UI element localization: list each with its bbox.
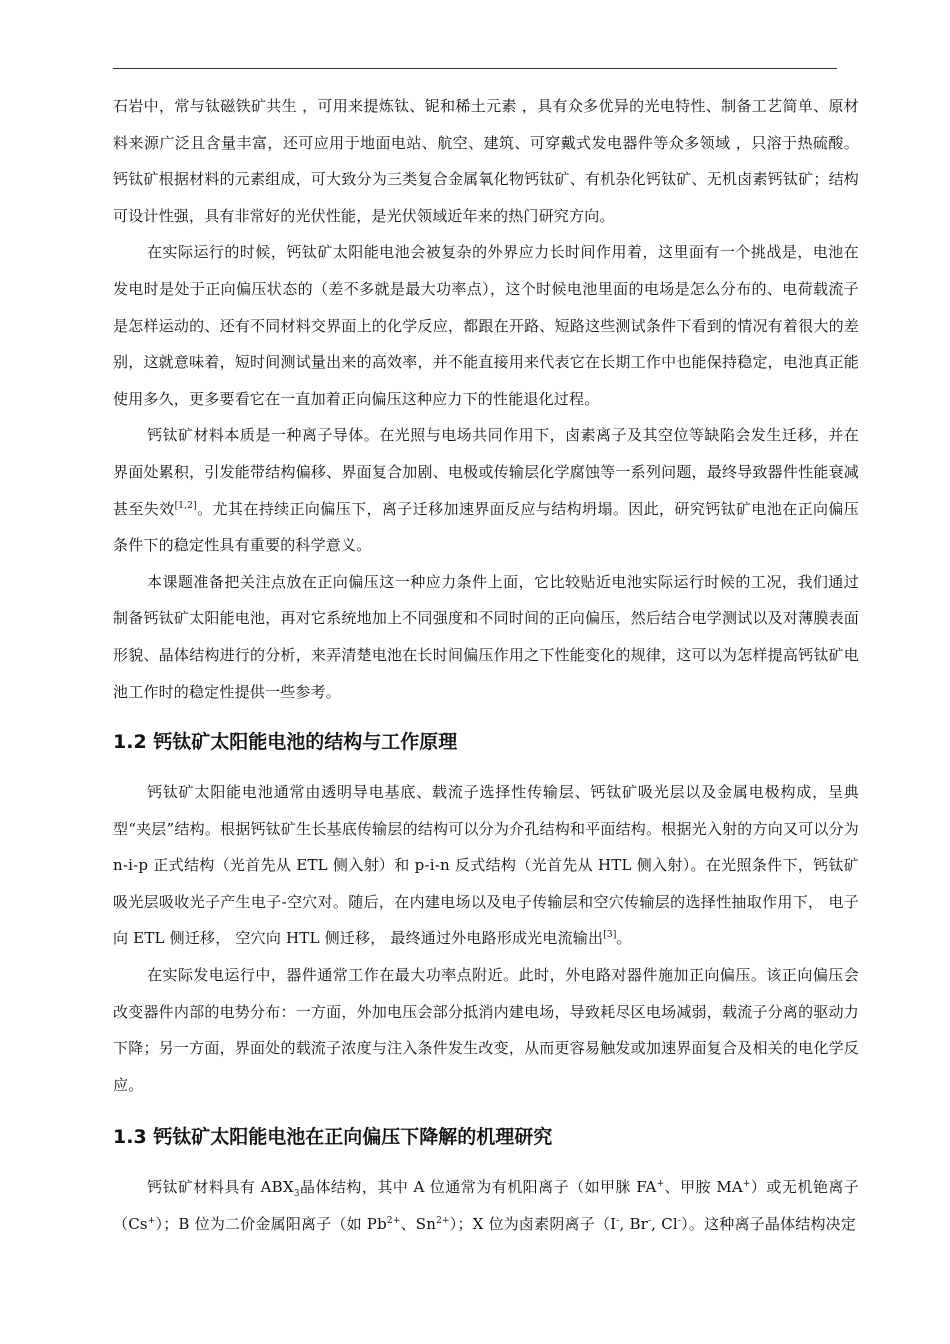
subscript: 3 [293, 1189, 300, 1200]
superscript: + [742, 1179, 751, 1190]
paragraph-text: 钙钛矿太阳能电池通常由透明导电基底、载流子选择性传输层、钙钛矿吸光层以及金属电极构成，呈典型“夹层”结构。根据钙钛矿生长基底传输层的结构可以分为介孔结构和平面结构。根据光入射的方向又可以分为 n-i-p 正式结构（光首先从 ETL 侧入射）和 p-i-n 反式结构（光首先从 HTL 侧入射）。在光照条件下，钙钛矿吸光层吸收光子产生电子-空穴对。随后，在内建电场以及电子传输层和空穴传输层的选择性抽取作用下， 电子向 ETL 侧迁移， 空穴向 HTL 侧迁移， 最终通过外电路形成光电流输出 [113, 783, 859, 948]
paragraph-device-structure [113, 774, 859, 957]
paragraph-text: ）；X 位为卤素阴离子（I [449, 1215, 617, 1234]
header-rule [113, 68, 837, 69]
superscript: - [648, 1216, 652, 1227]
paragraph-perovskite-intro: 石岩中，常与钛磁铁矿共生 ，可用来提炼钛、铌和稀土元素 ，具有众多优异的光电特性、制备工艺简单、原材料来源广泛且含量丰富，还可应用于地面电站、航空、建筑、可穿戴式发电器件等众多领域 ，只溶于热硫酸。钙钛矿根据材料的元素组成，可大致分为三类复合金属氧化物钙钛矿、有机杂化钙钛矿、无机卤素钙钛矿；结构可设计性强，具有非常好的光伏性能，是光伏领域近年来的热门研究方向。 [113, 97, 859, 225]
section-heading-1-3: 1.3 钙钛矿太阳能电池在正向偏压下降解的机理研究 [113, 1126, 553, 1149]
section-heading-1-2: 1.2 钙钛矿太阳能电池的结构与工作原理 [113, 731, 458, 754]
paragraph-text: 、Sn [400, 1215, 437, 1234]
paragraph-text: 、甲胺 MA [664, 1178, 743, 1197]
superscript: - [616, 1216, 620, 1227]
superscript: 2+ [436, 1216, 450, 1227]
paragraph-text: , Cl [651, 1215, 678, 1234]
paragraph-operating-stress: 在实际运行的时候，钙钛矿太阳能电池会被复杂的外界应力长时间作用着，这里面有一个挑战是，电池在发电时是处于正向偏压状态的（差不多就是最大功率点），这个时候电池里面的电场是怎么分布的、电荷载流子是怎样运动的、还有不同材料交界面上的化学反应，都跟在开路、短路这些测试条件下看到的情况有着很大的差别，这就意味着，短时间测试量出来的高效率，并不能直接用来代表它在长期工作中也能保持稳定，电池真正能使用多久，更多要看它在一直加着正向偏压这种应力下的性能退化过程。 [113, 243, 859, 408]
paragraph-text: 。尤其在持续正向偏压下，离子迁移加速界面反应与结构坍塌。因此，研究钙钛矿电池在正向偏压条件下的稳定性具有重要的科学意义。 [113, 499, 859, 555]
paragraph-text: 晶体结构，其中 A 位通常为有机阳离子（如甲脒 FA [299, 1178, 657, 1197]
paragraph-text: ）；B 位为二价金属阳离子（如 Pb [155, 1215, 387, 1234]
superscript: 2+ [386, 1216, 401, 1227]
paragraph-crystal-structure [113, 1169, 859, 1242]
paragraph-text: 。 [616, 929, 632, 948]
paragraph-text: 钙钛矿材料具有 ABX [147, 1178, 294, 1197]
citation-ref: [3] [603, 930, 617, 941]
superscript: + [147, 1216, 156, 1227]
paragraph-text: , Br [619, 1215, 649, 1234]
citation-ref: [1,2] [174, 500, 197, 511]
paragraph-text: 钙钛矿材料本质是一种离子导体。在光照与电场共同作用下，卤素离子及其空位等缺陷会发生迁移，并在界面处累积，引发能带结构偏移、界面复合加剧、电极或传输层化学腐蚀等一系列问题，最终导致器件性能衰减甚至失效 [113, 426, 859, 518]
superscript: - [677, 1216, 682, 1227]
paragraph-research-plan: 本课题准备把关注点放在正向偏压这一种应力条件上面，它比较贴近电池实际运行时候的工况，我们通过制备钙钛矿太阳能电池，再对它系统地加上不同强度和不同时间的正向偏压，然后结合电学测试以及对薄膜表面形貌、晶体结构进行的分析，来弄清楚电池在长时间偏压作用之下性能变化的规律，这可以为怎样提高钙钛矿电池工作时的稳定性提供一些参考。 [113, 572, 859, 701]
superscript: + [656, 1179, 665, 1190]
paragraph-forward-bias: 在实际发电运行中，器件通常工作在最大功率点附近。此时，外电路对器件施加正向偏压。该正向偏压会改变器件内部的电势分布：一方面，外加电压会部分抵消内建电场，导致耗尽区电场减弱，载流子分离的驱动力下降；另一方面，界面处的载流子浓度与注入条件发生改变，从而更容易触发或加速界面复合及相关的电化学反应。 [113, 966, 859, 1094]
paragraph-text: ）或无机铯离子（Cs [113, 1178, 859, 1234]
paragraph-ion-migration [113, 417, 859, 563]
paragraph-text: ）。这种离子晶体结构决定 [681, 1215, 857, 1234]
document-body [113, 88, 859, 1243]
